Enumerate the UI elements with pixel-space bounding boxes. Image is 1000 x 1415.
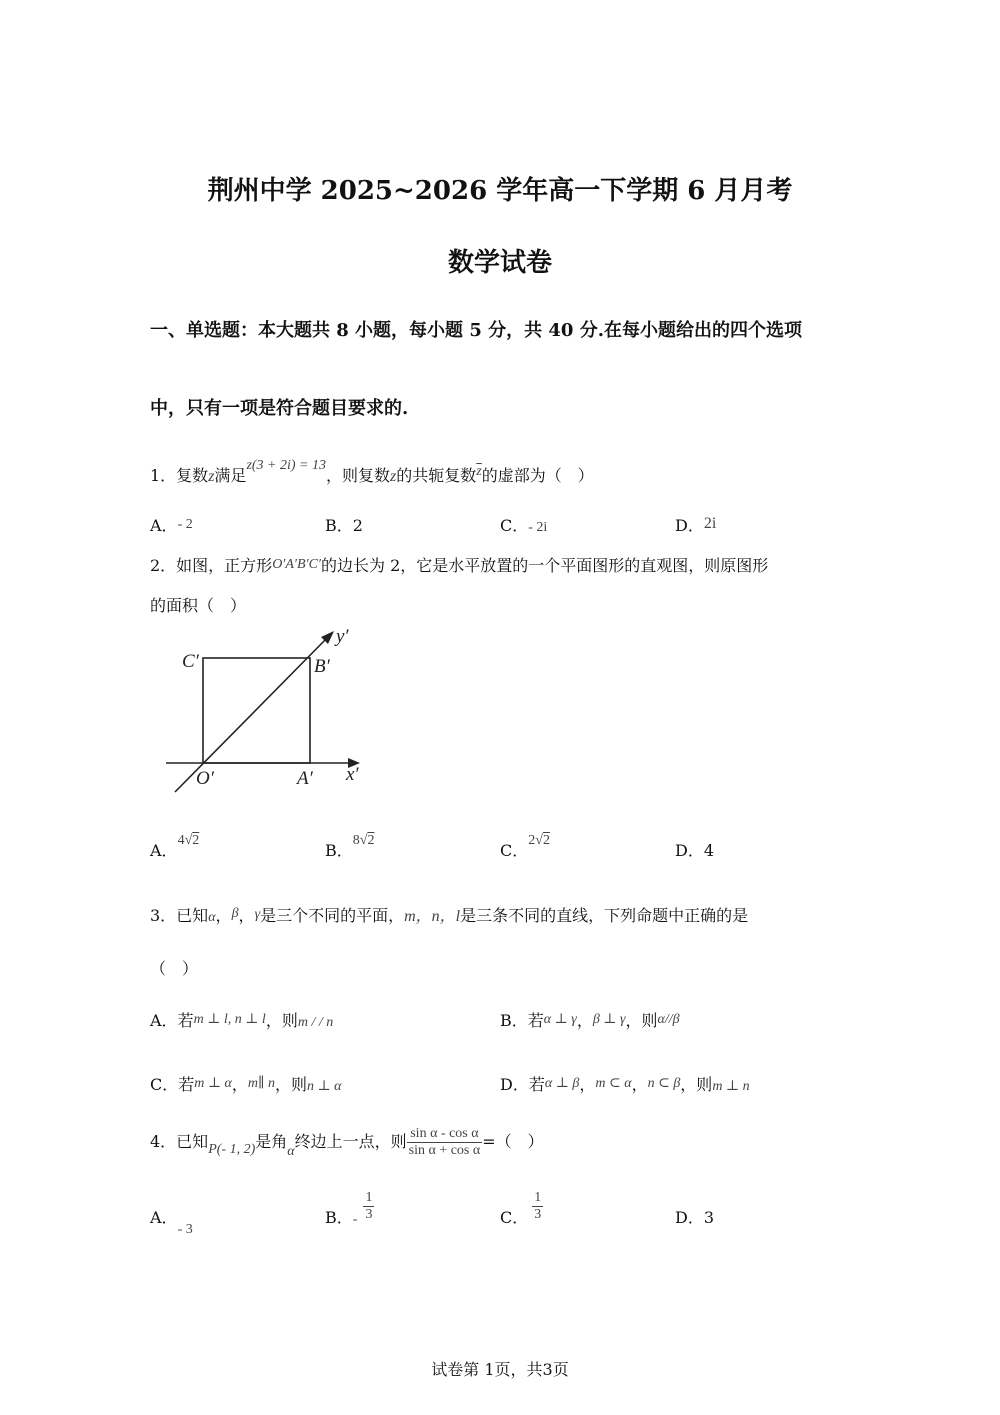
q3-option-b: B．若α ⊥ γ，β ⊥ γ，则α//β [500,1011,680,1030]
q2-option-a: A．4√2 [150,833,200,860]
q1-option-c: C．- 2i [500,516,548,535]
q2-shape: O′A′B′C′ [272,557,321,572]
q2-text-rest: 的边长为 2，它是水平放置的一个平面图形的直观图，则原图形 [321,556,769,575]
q2-option-c: C．2√2 [500,833,550,860]
question-1-stem [150,458,594,486]
q1-satisfies: 满足 [214,466,247,485]
q2-option-d: D．4 [675,841,715,860]
q1-option-d: D．2i [675,515,717,535]
q1-text-conj: 的共轭复数 [396,466,477,485]
label-x: x′ [346,764,359,785]
question-3-prefix: 3．已知 [150,906,209,925]
question-1-prefix: 1．复数 [150,466,209,485]
section-heading-line2: 中，只有一项是符合题目要求的. [150,398,409,419]
question-2-stem [150,553,768,576]
q4-fraction: $\frac{\text{sin α - cos α}}{\text{sin α + cos α}}$ [408,1126,481,1159]
label-C: C′ [182,651,199,672]
q3-option-c: C．若m ⊥ α，m∥ n，则n ⊥ α [150,1075,342,1094]
label-A: A′ [297,768,313,789]
page-footer: 试卷第 1页，共3页 [431,1360,569,1379]
question-2-prefix: 2．如图，正方形 [150,556,273,575]
q4-option-c: C． $\frac{1}{3}$ [500,1190,542,1228]
question-3-stem: 3．已知α，β，γ是三个不同的平面，m，n，l是三条不同的直线，下列命题中正确的是 [150,906,749,925]
question-4-prefix: 4．已知 [150,1132,209,1152]
var-z: z [208,468,215,485]
question-4-stem: 4．已知P(- 1, 2)是角α终边上一点，则 $\frac{\text{sin α - cos α}}{\text{sin α + cos α}}$ =（ ） [150,1126,544,1160]
var-z-2: z [390,468,397,485]
question-2-line2: 的面积（ ） [150,596,247,615]
q3-option-a: A．若m ⊥ l, n ⊥ l，则m / / n [150,1011,334,1030]
question-3-line2: （ ） [150,959,199,978]
section-heading-line1: 一、单选题：本大题共 8 小题，每小题 5 分，共 40 分.在每小题给出的四个选项 [150,320,802,341]
q1-option-b: B．2 [325,516,363,535]
label-O: O′ [196,768,214,789]
q2-option-b: B．8√2 [325,833,375,860]
q1-text-end: 的虚部为（ ） [481,466,594,485]
q1-text-mid: ，则复数 [326,466,391,485]
q4-option-b: B．- $\frac{1}{3}$ [325,1190,373,1228]
label-B: B′ [314,656,330,677]
q1-formula: z(3 + 2i) = 13 [246,458,326,473]
q4-option-a: A．- 3 [150,1208,193,1237]
exam-subtitle: 数学试卷 [447,248,552,278]
label-y: y′ [336,626,349,647]
z-conjugate: $\overline{z}$ [476,464,482,479]
exam-title: 荆州中学 2025~2026 学年高一下学期 6 月月考 [207,176,793,206]
q3-option-d: D．若α ⊥ β，m ⊂ α，n ⊂ β，则m ⊥ n [500,1075,750,1094]
q1-option-a: A．- 2 [150,516,193,535]
q2-square-diagram [160,620,380,800]
q4-option-d: D．3 [675,1208,715,1227]
